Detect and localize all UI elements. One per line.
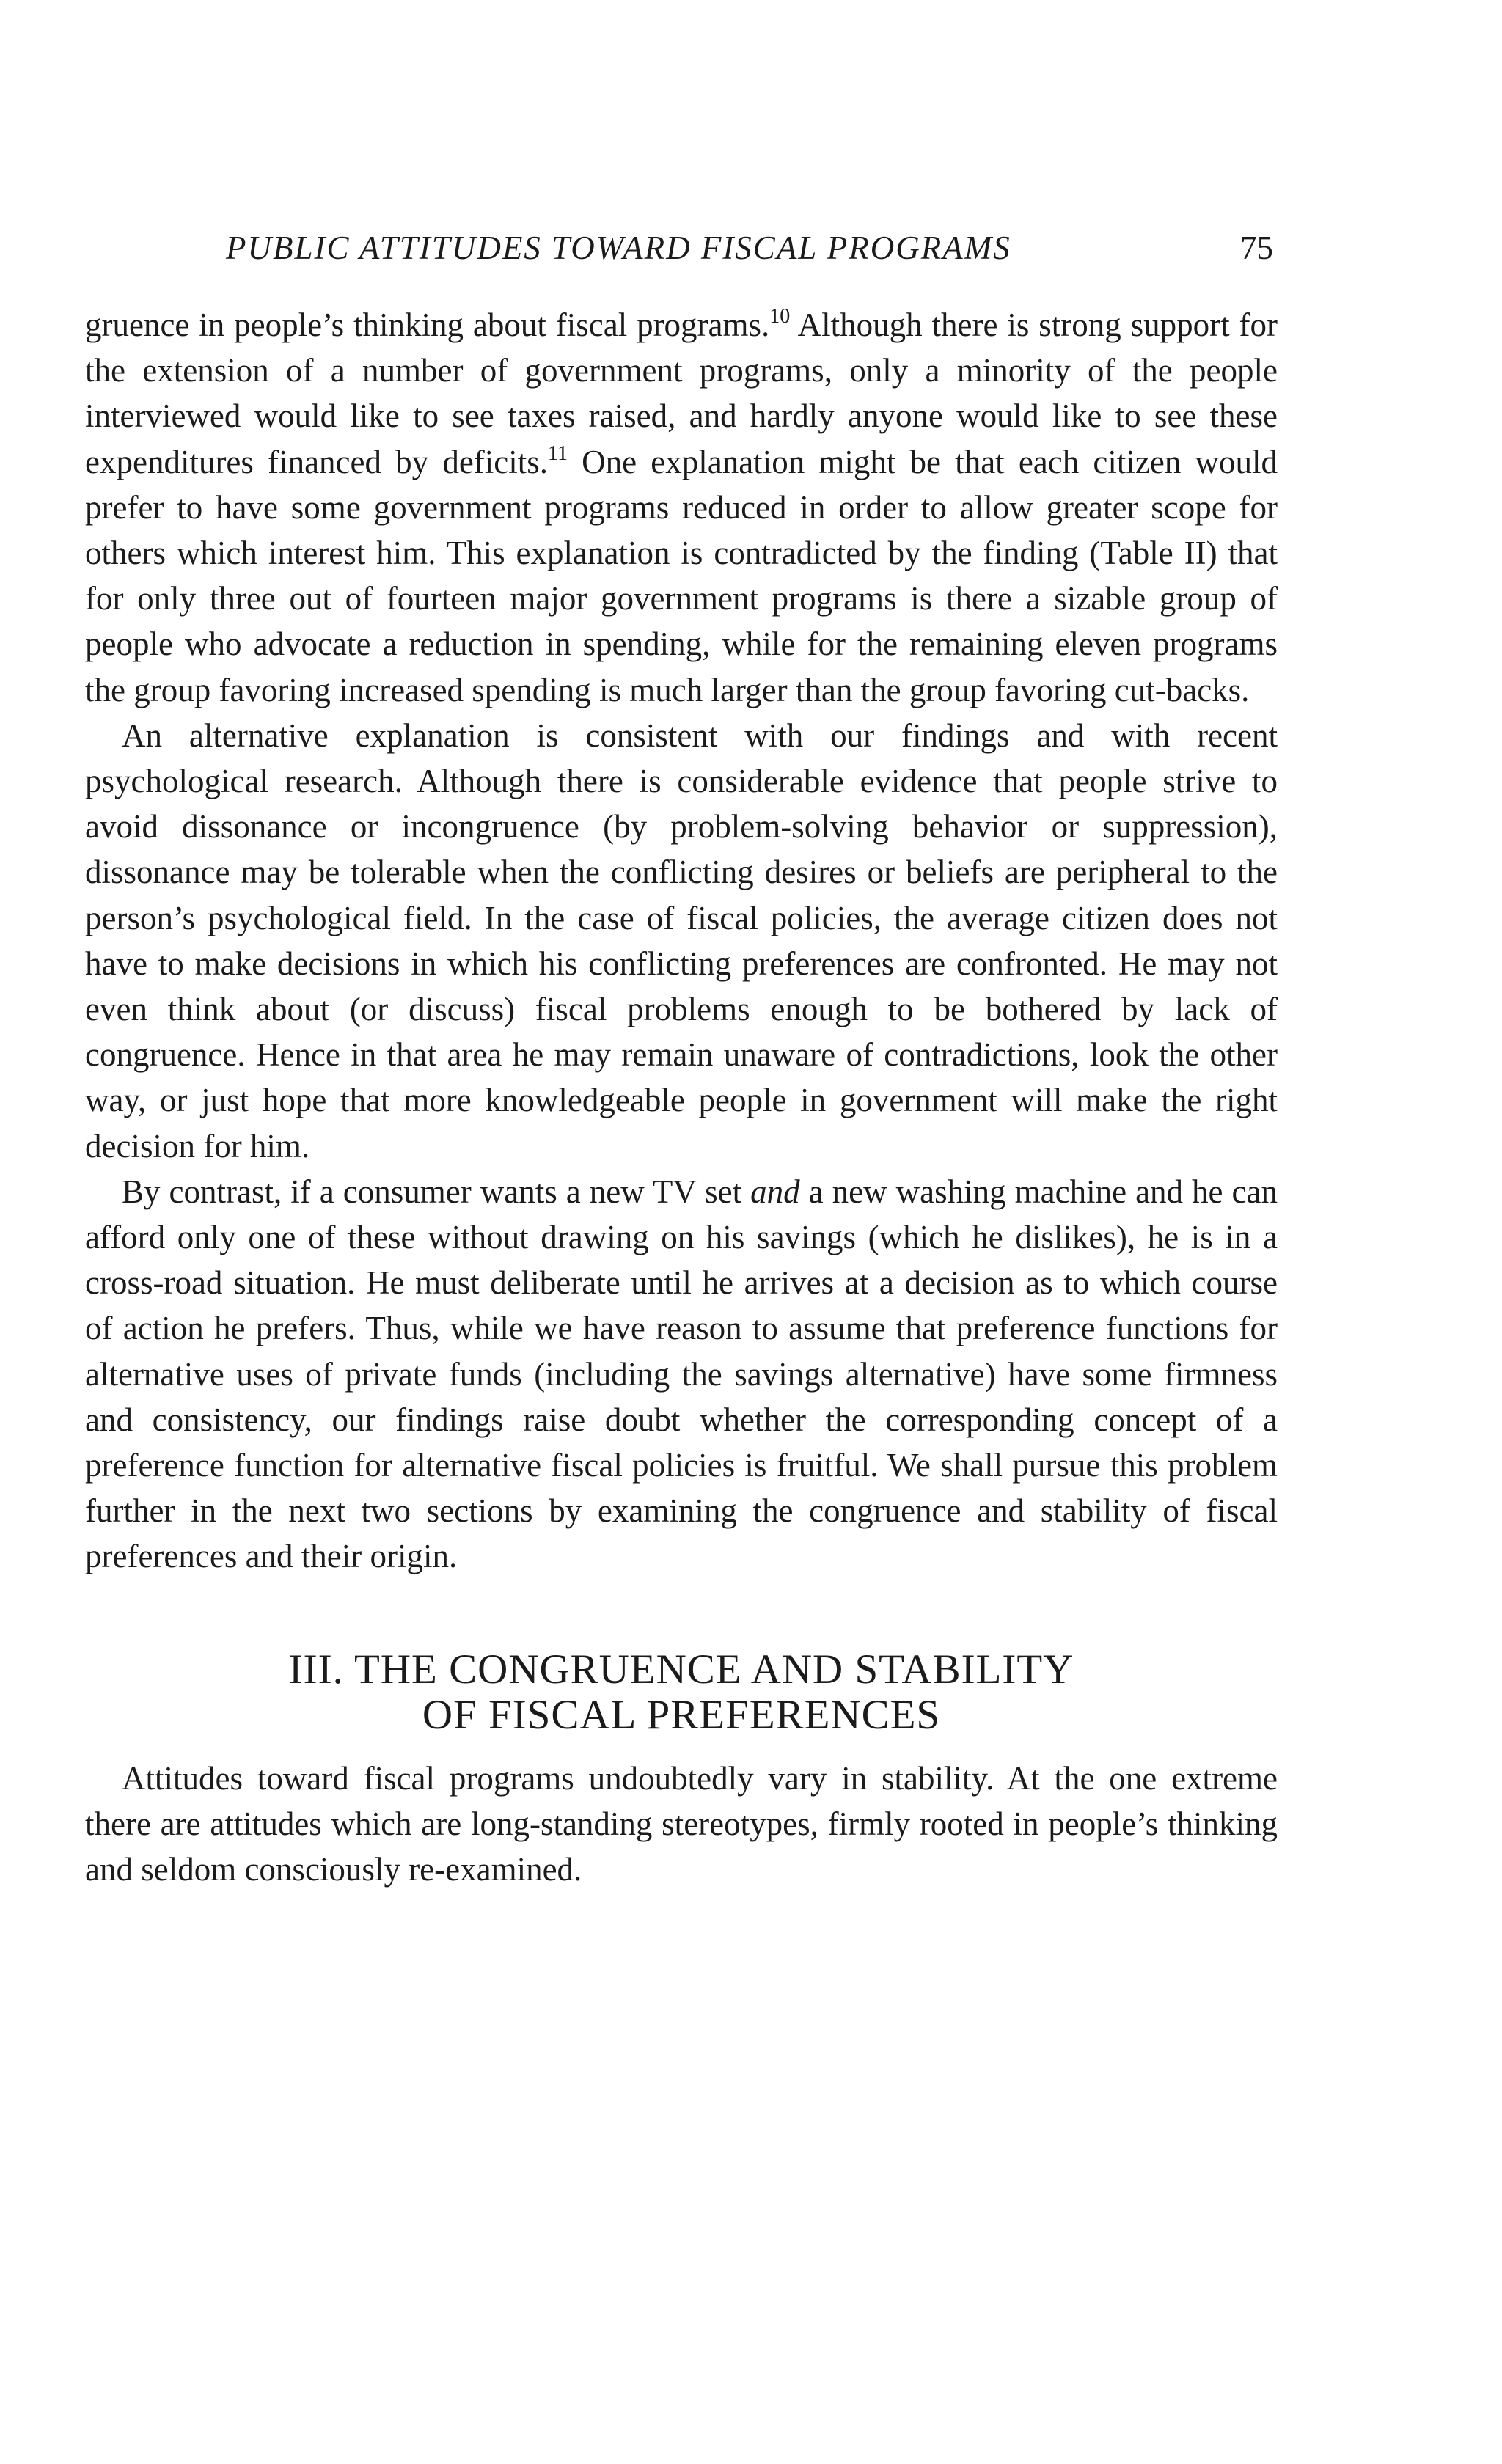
paragraph-2: An alternative explanation is consistent with our findings and with recent psychological research. Although there is considerable evidence that people strive to avoid dissonance or incongruence (by problem-solving behavior or suppression), dissonance may be tolerable when the conflicting desires or beliefs are peripheral to the person’s psychological field. In the case of fiscal policies, the average citizen does not have to make decisions in which his conflicting preferences are confronted. He may not even think about (or discuss) fiscal problems enough to be bothered by lack of congruence. Hence in that area he may remain unaware of contradictions, look the other way, or just hope that more knowledgeable people in government will make the right decision for him. — [85, 716, 1278, 1165]
section-heading — [85, 1647, 1278, 1738]
body-text — [85, 302, 1278, 1892]
section-heading-line-2: OF FISCAL PREFERENCES — [422, 1691, 941, 1738]
paragraph-1-part-c: One explanation might be that each citizen would prefer to have some government programs reduced in order to allow greater scope for others which interest him. This explanation is contradicted by the finding (Table II) that for only three out of fourteen major government programs is there a sizable group of people who advocate a reduction in spending, while for the remaining eleven programs the group favoring increased spending is much larger than the group favoring cut-backs. — [85, 443, 1278, 708]
footnote-ref-11: 11 — [548, 441, 568, 465]
footnote-ref-10: 10 — [769, 305, 791, 328]
running-head-title: PUBLIC ATTITUDES TOWARD FISCAL PROGRAMS — [226, 230, 1011, 266]
paragraph-3 — [85, 1169, 1278, 1580]
paragraph-3-part-b: a new washing machine and he can afford only one of these without drawing on his savings (which he dislikes), he is in a cross-road situation. He must deliberate until he arrives at a decision as to which course of action he prefers. Thus, while we have reason to assume that preference functions for alternative uses of private funds (including the savings alternative) have some firmness and consistency, our findings raise doubt whether the corresponding concept of a preference function for alternative fiscal policies is fruitful. We shall pursue this problem further in the next two sections by examining the congruence and stability of fiscal preferences and their origin. — [85, 1173, 1278, 1575]
paragraph-1 — [85, 302, 1278, 713]
page — [85, 229, 1278, 1892]
section-heading-line-1: III. THE CONGRUENCE AND STABILITY — [288, 1646, 1074, 1693]
paragraph-3-emphasis: and — [750, 1173, 800, 1210]
paragraph-3-part-a: By contrast, if a consumer wants a new TV set — [122, 1173, 751, 1210]
running-head — [85, 229, 1278, 283]
paragraph-1-part-b: Although there is strong support for the extension of a number of government programs, only a minority of the people interviewed would like to see taxes raised, and hardly anyone would like to see these expenditures financed by deficits. — [85, 307, 1278, 480]
paragraph-4: Attitudes toward fiscal programs undoubtedly vary in stability. At the one extreme there are attitudes which are long-standing stereotypes, firmly rooted in people’s thinking and seldom consciously re-examined. — [85, 1759, 1278, 1888]
paragraph-1-part-a: gruence in people’s thinking about fiscal programs. — [85, 307, 770, 343]
page-number: 75 — [1240, 230, 1273, 266]
